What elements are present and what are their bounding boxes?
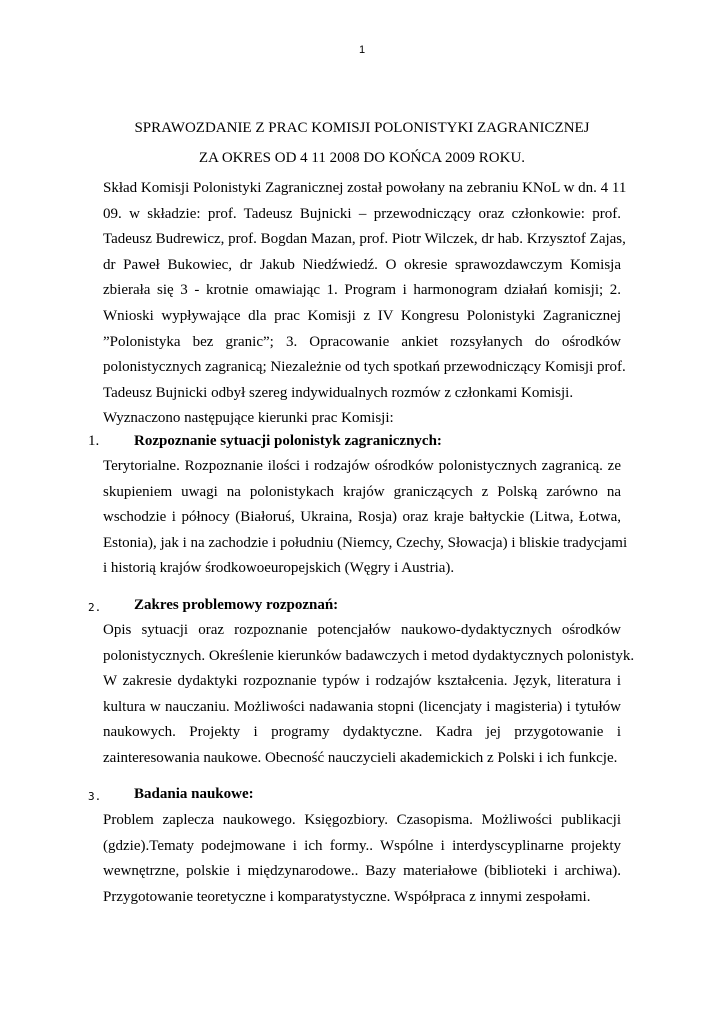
document-subtitle: ZA OKRES OD 4 11 2008 DO KOŃCA 2009 ROKU. [198,150,526,166]
section-number: 1. [88,433,100,449]
intro-line: dr Paweł Bukowiec, dr Jakub Niedźwiedź. O okresie sprawozdawczym Komisja [103,256,621,273]
section-heading: Rozpoznanie sytuacji polonistyk zagranicznych: [134,433,442,449]
section-line: Przygotowanie teoretyczne i komparatystyczne. Współpraca z innymi zespołami. [103,888,591,905]
intro-line: Tadeusz Bujnicki odbył szereg indywidualnych rozmów z członkami Komisji. [103,384,574,401]
section-line: polonistycznych. Określenie kierunków badawczych i metod dydaktycznych polonistyk. [103,647,635,664]
section-line: naukowych. Projekty i programy dydaktyczne. Kadra jej przygotowanie i [103,724,621,741]
section-paragraph [103,618,635,772]
section-line: kultura w nauczaniu. Możliwości nadawania stopni (licencjaty i magisteria) i tytułów [103,698,621,715]
intro-line: Wyznaczono następujące kierunki prac Komisji: [103,410,394,427]
intro-line: zbierała się 3 - krotnie omawiając 1. Program i harmonogram działań komisji; 2. [103,282,621,299]
section-line: zainteresowania naukowe. Obecność nauczycieli akademickich z Polski i ich funkcje. [103,749,618,766]
document-title: SPRAWOZDANIE Z PRAC KOMISJI POLONISTYKI ZAGRANICZNEJ [134,120,590,136]
section-line: Estonia), jak i na zachodzie i południu (Niemcy, Czechy, Słowacja) i bliskie tradycjami [103,534,628,551]
section-line: Terytorialne. Rozpoznanie ilości i rodzajów ośrodków polonistycznych zagranicą. ze [103,458,621,474]
intro-line: Wnioski wypływające dla prac Komisji z IV Kongresu Polonistyki Zagranicznej [103,307,621,324]
page-number: 1 [358,44,366,56]
intro-line: Skład Komisji Polonistyki Zagranicznej został powołany na zebraniu KNoL w dn. 4 11 [103,180,627,196]
section-paragraph [103,454,628,582]
section-line: wschodzie i północy (Białoruś, Ukraina, Rosja) oraz kraje bałtyckie (Litwa, Łotwa, [103,509,621,526]
intro-line: polonistycznych zagranicą; Niezależnie od tych spotkań przewodniczący Komisji prof. [103,359,626,376]
section-number: 3. [88,790,102,803]
intro-paragraph [103,176,627,432]
section-heading: Zakres problemowy rozpoznań: [134,597,339,613]
section-heading: Badania naukowe: [134,786,254,802]
intro-line: 09. w składzie: prof. Tadeusz Bujnicki – przewodniczący oraz członkowie: prof. [103,205,621,222]
section-line: wewnętrzne, polskie i międzynarodowe.. Bazy materiałowe (biblioteki i archiwa). [103,863,621,880]
section-paragraph [103,808,621,910]
section-number: 2. [88,601,102,614]
section-line: Opis sytuacji oraz rozpoznanie potencjałów naukowo-dydaktycznych ośrodków [103,622,621,638]
intro-line: ”Polonistyka bez granic”; 3. Opracowanie ankiet rozsyłanych do ośrodków [103,333,621,350]
section-line: (gdzie).Tematy podejmowane i ich formy.. Wspólne i interdyscyplinarne projekty [103,837,621,854]
intro-line: Tadeusz Budrewicz, prof. Bogdan Mazan, prof. Piotr Wilczek, dr hab. Krzysztof Zajas, [103,231,626,248]
section-line: Problem zaplecza naukowego. Księgozbiory. Czasopisma. Możliwości publikacji [103,812,621,828]
section-line: W zakresie dydaktyki rozpoznanie typów i rodzajów kształcenia. Język, literatura i [103,673,621,690]
section-line: i historią krajów środkowoeuropejskich (Węgry i Austria). [103,560,455,577]
section-line: skupieniem uwagi na polonistykach krajów graniczących z Polską zarówno na [103,483,621,500]
